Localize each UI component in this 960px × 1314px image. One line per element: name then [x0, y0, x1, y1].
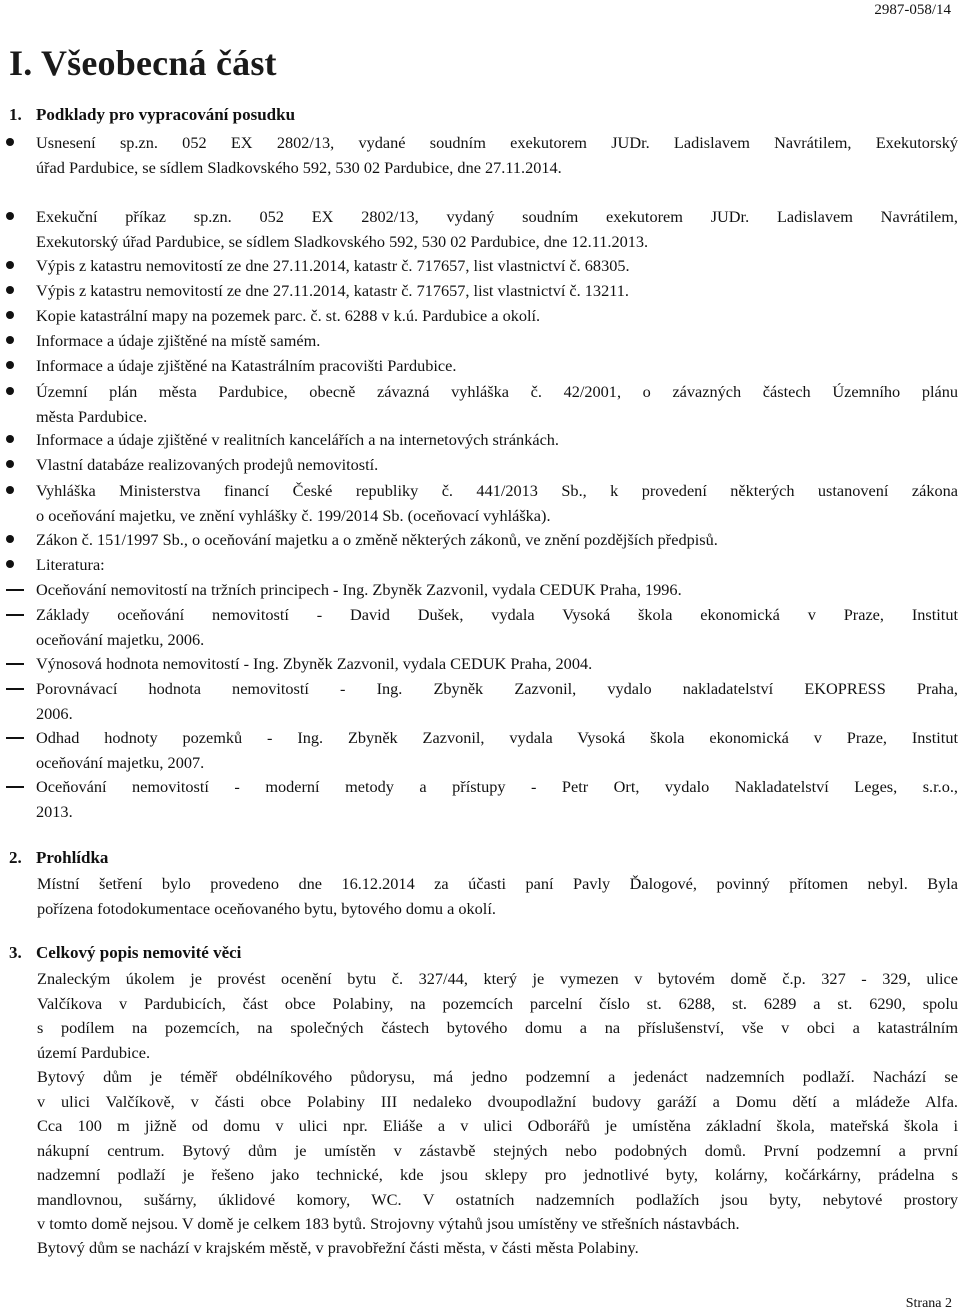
dash-icon [6, 663, 24, 665]
bullet-icon [6, 336, 14, 344]
paragraph-line: Místní šetření bylo provedeno dne 16.12.2014 za účasti paní Pavly Ďalogové, povinný přítomen nebyl. Byla [37, 874, 958, 893]
list-item-line: města Pardubice. [36, 406, 148, 426]
list-item-line: úřad Pardubice, se sídlem Sladkovského 592, 530 02 Pardubice, dne 27.11.2014. [36, 157, 562, 177]
section-number: 3. [9, 943, 22, 962]
literature-line: Oceňování nemovitostí - moderní metody a přístupy - Petr Ort, vydalo Nakladatelství Leges, s.r.o., [36, 777, 958, 796]
section-2-heading [9, 848, 108, 868]
dash-icon [6, 737, 24, 739]
literature-line: Oceňování nemovitostí na tržních principech - Ing. Zbyněk Zazvonil, vydala CEDUK Praha, 1996. [36, 580, 682, 599]
literature-line: Výnosová hodnota nemovitostí - Ing. Zbyněk Zazvonil, vydala CEDUK Praha, 2004. [36, 654, 593, 673]
section-1-heading [9, 105, 295, 125]
literature-item [36, 578, 958, 603]
list-item [36, 428, 958, 453]
paragraph-line: Cca 100 m jižně od domu v ulici npr. Eliáše a v ulici Odborářů je umístěna základní škola, mateřská škola i [37, 1116, 958, 1135]
list-item [36, 131, 958, 180]
paragraph-line: mandlovnou, sušárny, úklidové komory, WC. V ostatních nadzemních podlažích jsou byty, nebytové prostory [37, 1189, 958, 1209]
paragraph-line: s podílem na pozemcích, na společných částech bytového domu a na příslušenství, vše v obci a katastrálním [37, 1018, 958, 1037]
list-item [36, 553, 958, 578]
literature-line: Odhad hodnoty pozemků - Ing. Zbyněk Zazvonil, vydala Vysoká škola ekonomická v Praze, Institut [36, 728, 958, 747]
literature-line: oceňování majetku, 2006. [36, 629, 205, 649]
list-item-line: Informace a údaje zjištěné na místě samém. [36, 331, 321, 350]
description-paragraph-2 [37, 1065, 958, 1237]
list-item-line: Vyhláška Ministerstva financí České republiky č. 441/2013 Sb., k provedení některých ustanovení zákona [36, 481, 958, 500]
description-paragraph-3 [37, 1236, 958, 1261]
literature-item [36, 677, 958, 726]
paragraph-line: nadzemní podlaží je řešeno jako technické, kde jsou sklepy pro jednotlivé byty, kolárny, kočárkárny, prádelna s [37, 1165, 958, 1184]
paragraph-line: nákupní centrum. Bytový dům je umístěn v zástavbě stejných nebo podobných domů. První podzemní a první [37, 1140, 958, 1160]
list-item [36, 304, 958, 329]
list-item [36, 479, 958, 528]
bullet-icon [6, 560, 14, 568]
dash-icon [6, 786, 24, 788]
section-title: Podklady pro vypracování posudku [36, 105, 296, 124]
list-item [36, 453, 958, 478]
page-title: I. Všeobecná část [9, 43, 277, 83]
dash-icon [6, 688, 24, 690]
section-title: Prohlídka [36, 848, 109, 867]
paragraph-line: území Pardubice. [37, 1042, 151, 1062]
list-item-line: Literatura: [36, 555, 105, 574]
bullet-icon [6, 535, 14, 543]
paragraph-line: Bytový dům je téměř obdélníkového půdorysu, má jedno podzemní a jedenáct nadzemních podlaží. Nachází se [37, 1067, 958, 1086]
dash-icon [6, 614, 24, 616]
bullet-icon [6, 286, 14, 294]
literature-item [36, 652, 958, 677]
list-item-line: Exekutorský úřad Pardubice, se sídlem Sladkovského 592, 530 02 Pardubice, dne 12.11.2013. [36, 231, 649, 251]
literature-item [36, 775, 958, 824]
section-number: 1. [9, 105, 22, 124]
document-reference: 2987-058/14 [874, 2, 951, 18]
list-item [36, 329, 958, 354]
literature-line: oceňování majetku, 2007. [36, 752, 205, 772]
list-item [36, 254, 958, 279]
section-3-heading [9, 943, 241, 963]
list-item-line: Vlastní databáze realizovaných prodejů nemovitostí. [36, 455, 379, 474]
dash-icon [6, 589, 24, 591]
list-item [36, 380, 958, 429]
list-item [36, 279, 958, 304]
paragraph-line: pořízena fotodokumentace oceňovaného bytu, bytového domu a okolí. [37, 898, 496, 918]
list-item-line: Exekuční příkaz sp.zn. 052 EX 2802/13, vydaný soudním exekutorem JUDr. Ladislavem Navrátilem, [36, 207, 958, 226]
bullet-icon [6, 261, 14, 269]
bullet-icon [6, 361, 14, 369]
list-item-line: Výpis z katastru nemovitostí ze dne 27.11.2014, katastr č. 717657, list vlastnictví č. 13211. [36, 281, 629, 300]
section-title: Celkový popis nemovité věci [36, 943, 242, 962]
literature-item [36, 726, 958, 775]
section-number: 2. [9, 848, 22, 867]
literature-line: 2013. [36, 801, 73, 821]
inspection-paragraph [37, 872, 958, 921]
bullet-icon [6, 311, 14, 319]
list-item-line: o oceňování majetku, ve znění vyhlášky č. 199/2014 Sb. (oceňovací vyhláška). [36, 505, 551, 525]
list-item-line: Informace a údaje zjištěné na Katastrálním pracovišti Pardubice. [36, 356, 457, 375]
paragraph-line: v tomto domě nejsou. V domě je celkem 183 bytů. Strojovny výtahů jsou umístěny ve střešních nástavbách. [37, 1214, 740, 1233]
page-number: Strana 2 [905, 1296, 952, 1311]
literature-item [36, 603, 958, 652]
bullet-icon [6, 387, 14, 395]
bullet-icon [6, 460, 14, 468]
paragraph-line: Bytový dům se nachází v krajském městě, v pravobřežní části města, v části města Polabiny. [37, 1238, 639, 1257]
description-paragraph-1 [37, 967, 958, 1065]
list-item-line: Informace a údaje zjištěné v realitních kancelářích a na internetových stránkách. [36, 430, 560, 449]
list-item-line: Územní plán města Pardubice, obecně závazná vyhláška č. 42/2001, o závazných částech Územního plánu [36, 382, 958, 401]
paragraph-line: Znaleckým úkolem je provést ocenění bytu č. 327/44, který je vymezen v bytovém domě č.p. 327 - 329, ulice [37, 969, 958, 988]
paragraph-line: v ulici Valčíkově, v části obce Polabiny III nedaleko dvoupodlažní budovy garáží a Domu dětí a mládeže Alfa. [37, 1091, 958, 1111]
bullet-icon [6, 435, 14, 443]
list-item-line: Výpis z katastru nemovitostí ze dne 27.11.2014, katastr č. 717657, list vlastnictví č. 68305. [36, 256, 630, 275]
literature-line: 2006. [36, 703, 73, 723]
list-item [36, 354, 958, 379]
list-item-line: Kopie katastrální mapy na pozemek parc. č. st. 6288 v k.ú. Pardubice a okolí. [36, 306, 541, 325]
list-item [36, 528, 958, 553]
list-item-line: Zákon č. 151/1997 Sb., o oceňování majetku a o změně některých zákonů, ve znění pozdějších předpisů. [36, 530, 718, 549]
literature-line: Porovnávací hodnota nemovitostí - Ing. Zbyněk Zazvonil, vydalo nakladatelství EKOPRESS Praha, [36, 679, 958, 698]
list-item-line: Usnesení sp.zn. 052 EX 2802/13, vydané soudním exekutorem JUDr. Ladislavem Navrátilem, Exekutorský [36, 133, 958, 152]
list-item [36, 205, 958, 254]
paragraph-line: Valčíkova v Pardubicích, část obce Polabiny, na pozemcích parcelní číslo st. 6288, st. 6289 a st. 6290, spolu [37, 993, 958, 1013]
bullet-icon [6, 486, 14, 494]
bullet-icon [6, 138, 14, 146]
literature-line: Základy oceňování nemovitostí - David Dušek, vydala Vysoká škola ekonomická v Praze, Institut [36, 605, 958, 624]
bullet-icon [6, 212, 14, 220]
